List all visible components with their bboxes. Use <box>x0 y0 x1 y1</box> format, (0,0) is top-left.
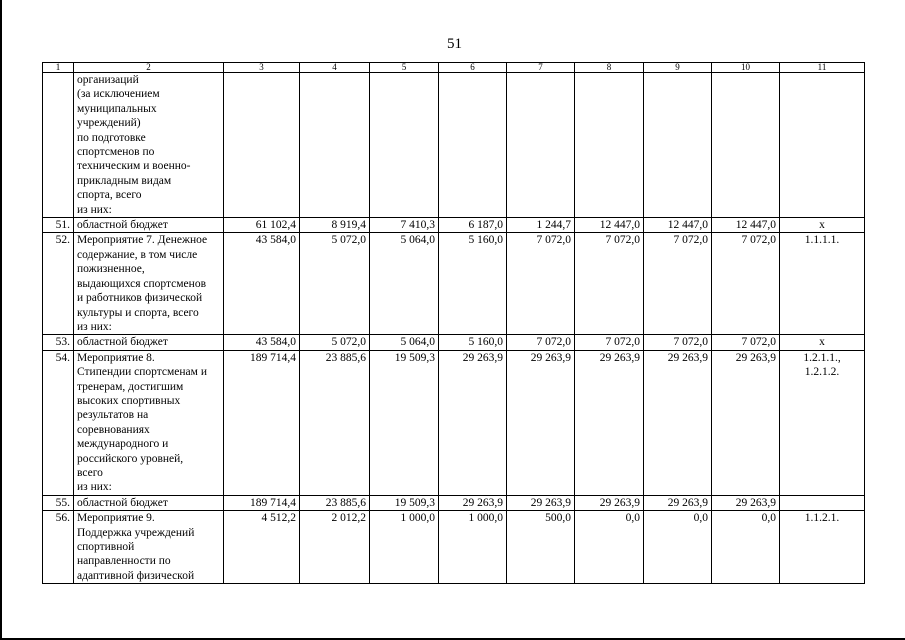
amount-cell: 19 509,3 <box>370 495 439 510</box>
amount-cell <box>575 73 644 218</box>
amount-cell: 29 263,9 <box>712 495 780 510</box>
amount-cell: 19 509,3 <box>370 350 439 495</box>
amount-cell: 6 187,0 <box>439 218 507 233</box>
amount-cell: 7 072,0 <box>507 335 575 350</box>
reference-cell <box>780 73 865 218</box>
row-number: 52. <box>43 233 74 335</box>
reference-cell: x <box>780 218 865 233</box>
amount-cell: 12 447,0 <box>712 218 780 233</box>
amount-cell: 29 263,9 <box>439 350 507 495</box>
amount-cell: 5 064,0 <box>370 335 439 350</box>
amount-cell: 5 064,0 <box>370 233 439 335</box>
amount-cell: 5 072,0 <box>300 233 370 335</box>
amount-cell: 23 885,6 <box>300 350 370 495</box>
amount-cell <box>224 73 300 218</box>
amount-cell: 43 584,0 <box>224 233 300 335</box>
table-row <box>43 511 865 584</box>
amount-cell: 8 919,4 <box>300 218 370 233</box>
table-row <box>43 73 865 218</box>
column-header: 5 <box>370 63 439 73</box>
amount-cell <box>370 73 439 218</box>
budget-table <box>42 62 865 584</box>
row-description: Мероприятие 9. Поддержка учреждений спортивной направленности по адаптивной физической <box>74 511 224 584</box>
amount-cell: 0,0 <box>712 511 780 584</box>
amount-cell: 29 263,9 <box>644 495 712 510</box>
amount-cell: 29 263,9 <box>575 495 644 510</box>
amount-cell: 4 512,2 <box>224 511 300 584</box>
column-header: 4 <box>300 63 370 73</box>
amount-cell: 0,0 <box>644 511 712 584</box>
column-header: 1 <box>43 63 74 73</box>
row-description: Мероприятие 7. Денежное содержание, в том числе пожизненное, выдающихся спортсменов и работников физической культуры и спорта, всего из них: <box>74 233 224 335</box>
amount-cell <box>507 73 575 218</box>
table-row <box>43 350 865 495</box>
amount-cell: 1 000,0 <box>370 511 439 584</box>
reference-cell: x <box>780 335 865 350</box>
column-header: 11 <box>780 63 865 73</box>
amount-cell: 43 584,0 <box>224 335 300 350</box>
amount-cell: 12 447,0 <box>575 218 644 233</box>
column-header: 3 <box>224 63 300 73</box>
amount-cell: 5 160,0 <box>439 233 507 335</box>
amount-cell: 7 072,0 <box>712 335 780 350</box>
amount-cell: 7 072,0 <box>575 335 644 350</box>
amount-cell <box>644 73 712 218</box>
amount-cell: 7 072,0 <box>644 233 712 335</box>
amount-cell: 29 263,9 <box>575 350 644 495</box>
amount-cell: 7 072,0 <box>507 233 575 335</box>
column-header: 10 <box>712 63 780 73</box>
row-description: организаций (за исключением муниципальных учреждений) по подготовке спортсменов по техническим и военно- прикладным видам спорта, всего из них: <box>74 73 224 218</box>
column-header: 6 <box>439 63 507 73</box>
row-description: областной бюджет <box>74 218 224 233</box>
row-number: 56. <box>43 511 74 584</box>
amount-cell: 12 447,0 <box>644 218 712 233</box>
column-header: 7 <box>507 63 575 73</box>
row-number <box>43 73 74 218</box>
reference-cell: 1.1.2.1. <box>780 511 865 584</box>
amount-cell: 189 714,4 <box>224 495 300 510</box>
reference-cell <box>780 495 865 510</box>
amount-cell: 7 410,3 <box>370 218 439 233</box>
table-row <box>43 495 865 510</box>
table-row <box>43 335 865 350</box>
amount-cell: 7 072,0 <box>712 233 780 335</box>
amount-cell: 61 102,4 <box>224 218 300 233</box>
reference-cell: 1.2.1.1., 1.2.1.2. <box>780 350 865 495</box>
page-number: 51 <box>447 36 462 52</box>
amount-cell <box>300 73 370 218</box>
row-description: областной бюджет <box>74 495 224 510</box>
amount-cell: 5 072,0 <box>300 335 370 350</box>
amount-cell: 29 263,9 <box>712 350 780 495</box>
row-number: 55. <box>43 495 74 510</box>
amount-cell: 5 160,0 <box>439 335 507 350</box>
amount-cell: 7 072,0 <box>575 233 644 335</box>
amount-cell: 1 000,0 <box>439 511 507 584</box>
amount-cell: 0,0 <box>575 511 644 584</box>
amount-cell: 23 885,6 <box>300 495 370 510</box>
column-header: 8 <box>575 63 644 73</box>
amount-cell <box>712 73 780 218</box>
row-number: 51. <box>43 218 74 233</box>
amount-cell <box>439 73 507 218</box>
reference-cell: 1.1.1.1. <box>780 233 865 335</box>
table-row <box>43 233 865 335</box>
row-number: 54. <box>43 350 74 495</box>
column-number-row <box>43 63 865 73</box>
amount-cell: 189 714,4 <box>224 350 300 495</box>
amount-cell: 29 263,9 <box>507 495 575 510</box>
row-description: областной бюджет <box>74 335 224 350</box>
amount-cell: 29 263,9 <box>507 350 575 495</box>
amount-cell: 500,0 <box>507 511 575 584</box>
column-header: 2 <box>74 63 224 73</box>
row-description: Мероприятие 8. Стипендии спортсменам и тренерам, достигшим высоких спортивных результатов на соревнованиях международного и российского уровней, всего из них: <box>74 350 224 495</box>
row-number: 53. <box>43 335 74 350</box>
amount-cell: 1 244,7 <box>507 218 575 233</box>
amount-cell: 29 263,9 <box>439 495 507 510</box>
amount-cell: 7 072,0 <box>644 335 712 350</box>
table-row <box>43 218 865 233</box>
column-header: 9 <box>644 63 712 73</box>
amount-cell: 2 012,2 <box>300 511 370 584</box>
amount-cell: 29 263,9 <box>644 350 712 495</box>
